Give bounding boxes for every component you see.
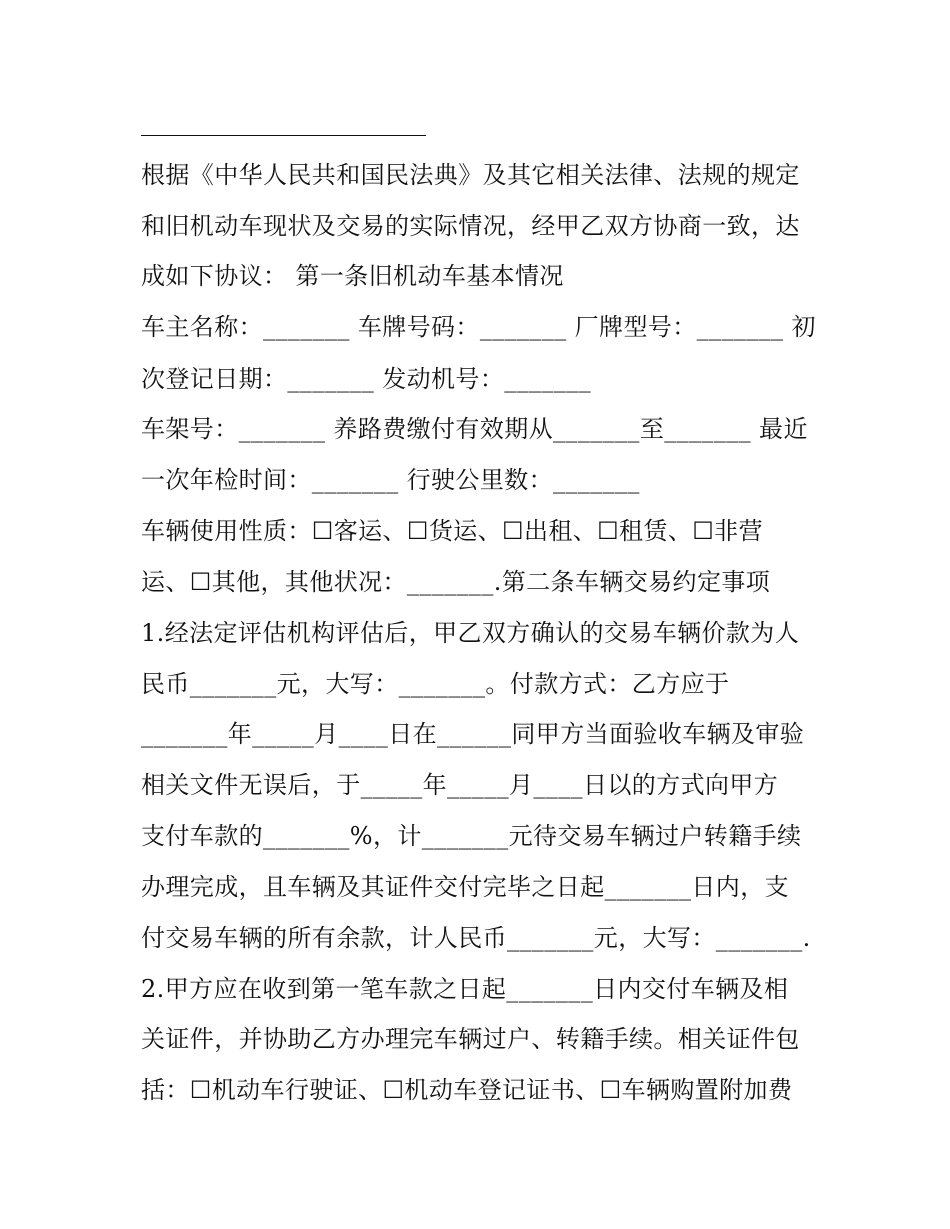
- text-line: 车辆使用性质：☐客运、☐货运、☐出租、☐租赁、☐非营: [141, 517, 763, 545]
- text-line: 1.经法定评估机构评估后，甲乙双方确认的交易车辆价款为人: [141, 619, 800, 647]
- text-line: 付交易车辆的所有余款，计人民币_______元，大写：_______.: [141, 924, 811, 952]
- text-line: 相关文件无误后，于_____年_____月____日以的方式向甲方: [141, 771, 779, 799]
- text-line: 根据《中华人民共和国民法典》及其它相关法律、法规的规定: [141, 161, 800, 189]
- top-signature-line: [141, 135, 426, 136]
- text-line: 一次年检时间：_______ 行驶公里数：_______: [141, 466, 640, 494]
- text-line: 支付车款的_______%，计_______元待交易车辆过户转籍手续: [141, 822, 802, 850]
- text-line: 关证件，并协助乙方办理完车辆过户、转籍手续。相关证件包: [141, 1025, 800, 1053]
- text-line: 括：☐机动车行驶证、☐机动车登记证书、☐车辆购置附加费: [141, 1076, 793, 1104]
- text-line: 2.甲方应在收到第一笔车款之日起_______日内交付车辆及相: [141, 975, 789, 1003]
- text-line: 和旧机动车现状及交易的实际情况，经甲乙双方协商一致，达: [141, 212, 800, 240]
- text-line: 车架号：_______ 养路费缴付有效期从_______至_______ 最近: [141, 415, 808, 443]
- text-line: 车主名称：_______ 车牌号码：_______ 厂牌型号：_______ 初: [141, 313, 816, 341]
- text-line: 办理完成，且车辆及其证件交付完毕之日起_______日内，支: [141, 873, 789, 901]
- text-line: 成如下协议： 第一条旧机动车基本情况: [141, 262, 564, 290]
- text-line: 运、☐其他，其他状况：_______.第二条车辆交易约定事项: [141, 568, 771, 596]
- text-line: _______年_____月____日在______同甲方当面验收车辆及审验: [141, 720, 805, 748]
- text-line: 民币_______元，大写：_______。付款方式：乙方应于: [141, 670, 730, 698]
- text-line: 次登记日期：_______ 发动机号：_______: [141, 365, 592, 393]
